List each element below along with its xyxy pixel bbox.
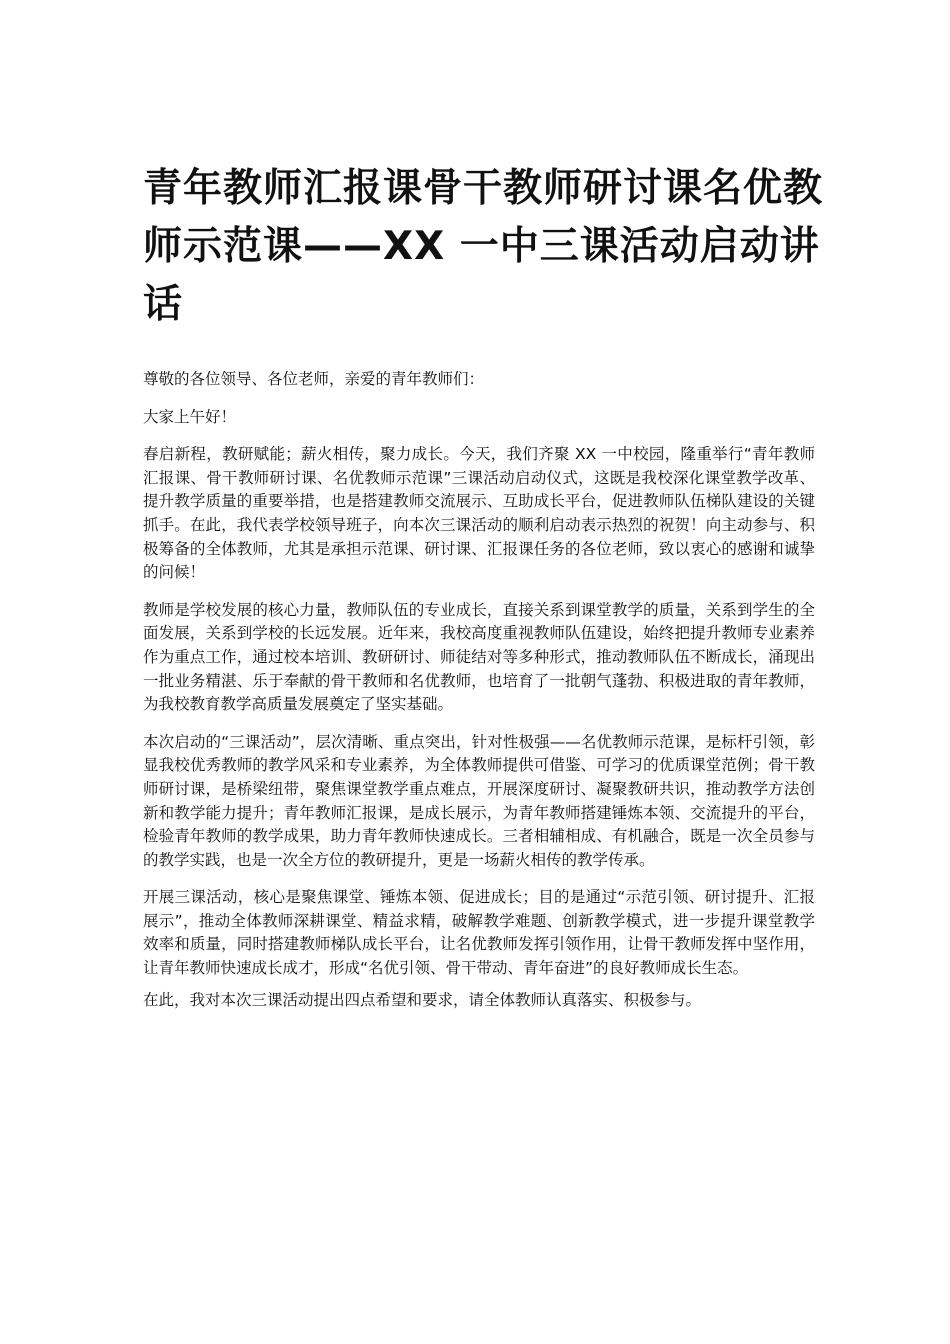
three-lessons-paragraph: 本次启动的“三课活动”，层次清晰、重点突出，针对性极强——名优教师示范课，是标杆引领，彰显我校优秀教师的教学风采和专业素养，为全体教师提供可借鉴、可学习的优质课堂范例；骨干教师研讨课，是桥梁纽带，聚焦课堂教学重点难点，开展深度研讨、凝聚教研共识，推动教学方法创新和教学能力提升；青年教师汇报课，是成长展示，为青年教师搭建锤炼本领、交流提升的平台，检验青年教师的教学成果，助力青年教师快速成长。三者相辅相成、有机融合，既是一次全员参与的教学实践，也是一次全方位的教研提升，更是一场薪火相传的教学传承。 [143, 732, 815, 869]
activity-purpose-paragraph: 开展三课活动，核心是聚焦课堂、锤炼本领、促进成长；目的是通过“示范引领、研讨提升、汇报展示”，推动全体教师深耕课堂、精益求精，破解教学难题、创新教学模式，进一步提升课堂教学效率和质量，同时搭建教师梯队成长平台，让名优教师发挥引领作用，让骨干教师发挥中坚作用，让青年教师快速成长成才，形成“名优引领、骨干带动、青年奋进”的良好教师成长生态。 [143, 888, 815, 978]
requirements-intro-paragraph: 在此，我对本次三课活动提出四点希望和要求，请全体教师认真落实、积极参与。 [143, 990, 702, 1009]
opening-paragraph: 春启新程，教研赋能；薪火相传，聚力成长。今天，我们齐聚 XX 一中校园，隆重举行“青年教师汇报课、骨干教师研讨课、名优教师示范课”三课活动启动仪式，这既是我校深化课堂教学改革、提升教学质量的重要举措，也是搭建教师交流展示、互助成长平台，促进教师队伍梯队建设的关键抓手。在此，我代表学校领导班子，向本次三课活动的顺利启动表示热烈的祝贺！向主动参与、积极筹备的全体教师，尤其是承担示范课、研讨课、汇报课任务的各位老师，致以衷心的感谢和诚挚的问候！ [143, 445, 815, 582]
teacher-development-paragraph: 教师是学校发展的核心力量，教师队伍的专业成长，直接关系到课堂教学的质量，关系到学生的全面发展，关系到学校的长远发展。近年来，我校高度重视教师队伍建设，始终把提升教师专业素养作为重点工作，通过校本培训、教研研讨、师徒结对等多种形式，推动教师队伍不断成长，涌现出一批业务精湛、乐于奉献的骨干教师和名优教师，也培育了一批朝气蓬勃、积极进取的青年教师，为我校教育教学高质量发展奠定了坚实基础。 [143, 600, 815, 714]
document-title: 青年教师汇报课骨干教师研讨课名优教师示范课——XX 一中三课活动启动讲话 [143, 166, 824, 327]
salutation-paragraph: 尊敬的各位领导、各位老师，亲爱的青年教师们： [143, 370, 485, 388]
document-body [143, 368, 815, 1026]
greeting-paragraph: 大家上午好！ [143, 407, 237, 426]
